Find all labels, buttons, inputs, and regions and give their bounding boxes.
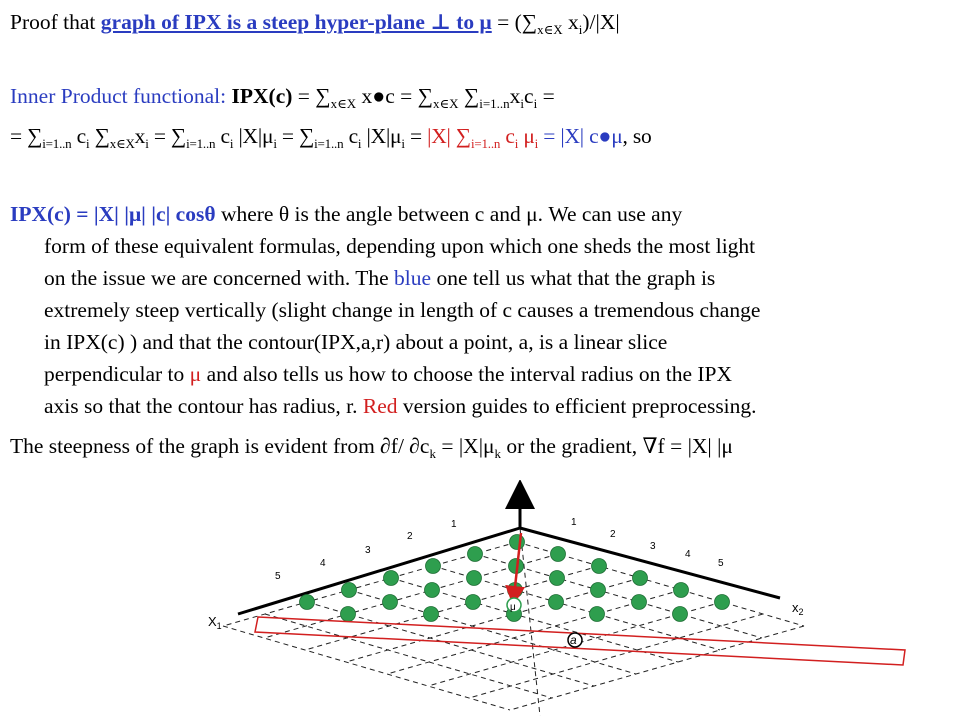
red-formula-text: μ: [518, 124, 535, 148]
subscript: x∈X: [537, 22, 563, 37]
subscript: i: [86, 136, 90, 151]
data-point: [673, 607, 688, 622]
data-point: [590, 607, 605, 622]
paragraph-text: and also tells us how to choose the interval radius on the IPX: [201, 362, 733, 386]
mu-symbol: μ: [189, 362, 202, 386]
paragraph-line: [44, 358, 950, 390]
formula-text: =: [537, 84, 555, 108]
data-point: [384, 571, 399, 586]
formula-text: ∑: [458, 84, 480, 108]
expansion-line: [10, 120, 950, 152]
tick-label: 1: [451, 519, 457, 530]
grid-line: [223, 626, 510, 710]
formula-text: ∑: [89, 124, 110, 148]
data-point: [383, 595, 398, 610]
subscript: i: [578, 22, 583, 37]
blue-word: blue: [394, 266, 432, 290]
steepness-line: [10, 430, 950, 462]
tick-label: 3: [365, 545, 371, 556]
data-point: [592, 559, 607, 574]
subscript: x∈X: [109, 136, 135, 151]
inner-product-line: [10, 80, 950, 112]
tick-label: 4: [685, 549, 691, 560]
paragraph-text: version guides to efficient preprocessing.: [397, 394, 757, 418]
subscript: i: [273, 136, 277, 151]
subscript: x∈X: [432, 96, 459, 111]
tick-label: 5: [275, 571, 281, 582]
axis-x2-label: $x_2$: [792, 600, 804, 617]
proof-prefix: Proof that: [10, 10, 101, 34]
paragraph-line: [44, 390, 950, 422]
tick-label: 3: [650, 541, 656, 552]
ipx-formula-line: [10, 198, 950, 230]
data-point: [424, 607, 439, 622]
red-formula: [427, 124, 539, 151]
data-point: [466, 595, 481, 610]
subscript: i=1..n: [479, 96, 510, 111]
tick-label: 2: [407, 531, 413, 542]
data-point: [510, 535, 525, 550]
subscript: i: [514, 136, 519, 151]
ipx-cos-formula: IPX(c) = |X| |μ| |c| cosθ: [10, 202, 216, 226]
formula-text: x●c = ∑: [356, 84, 433, 108]
data-point: [342, 583, 357, 598]
subscript: k: [429, 446, 436, 461]
red-word: Red: [362, 394, 398, 418]
subscript: i: [145, 136, 149, 151]
data-point: [549, 595, 564, 610]
formula-text: = ∑: [148, 124, 187, 148]
data-point: [633, 571, 648, 586]
data-point: [425, 583, 440, 598]
point-a-label: a: [570, 633, 577, 647]
grid-line: [265, 614, 552, 698]
data-point: [300, 595, 315, 610]
steepness-text: = |X|μ: [435, 434, 495, 458]
paragraph-line: form of these equivalent formulas, depending upon which one sheds the most light: [44, 234, 756, 258]
subscript: k: [494, 446, 502, 461]
subscript: i=1..n: [314, 136, 344, 151]
hyperplane-diagram: [0, 480, 960, 720]
subscript: i: [533, 96, 538, 111]
subscript: x∈X: [330, 96, 357, 111]
subscript: i: [534, 136, 539, 151]
inner-product-label: Inner Product functional:: [10, 84, 232, 108]
paragraph-line: extremely steep vertically (slight change in length of c causes a tremendous change: [44, 298, 761, 322]
subscript: i: [520, 96, 525, 111]
paragraph-text: where θ is the angle between c and μ. We can use any: [215, 202, 683, 226]
blue-formula: = |X| c●μ: [538, 124, 623, 148]
ipx-function: IPX(c): [231, 84, 293, 108]
tick-label: 2: [610, 529, 616, 540]
data-point: [551, 547, 566, 562]
vertical-axis-dashed: [520, 528, 540, 716]
formula-text: = ∑: [276, 124, 315, 148]
red-formula-text: |X| ∑: [427, 124, 471, 148]
mu-definition-text: = (∑: [491, 10, 538, 34]
data-point: [632, 595, 647, 610]
formula-text: , so: [622, 124, 652, 148]
data-point: [591, 583, 606, 598]
paragraph-line: in IPX(c) ) and that the contour(IPX,a,r) about a point, a, is a linear slice: [44, 330, 668, 354]
tick-label: 1: [571, 517, 577, 528]
mu-definition-text: )/|X|: [582, 10, 620, 34]
paragraph-text: perpendicular to: [44, 362, 190, 386]
steep-hyperplane-link[interactable]: graph of IPX is a steep hyper-plane ⊥ to μ: [100, 10, 492, 34]
subscript: i: [401, 136, 405, 151]
formula-text: x: [509, 84, 521, 108]
data-point: [550, 571, 565, 586]
axis-x1-label: $X_1$: [208, 614, 222, 631]
formula-text: = ∑: [292, 84, 331, 108]
mu-label: μ: [510, 602, 516, 613]
subscript: i: [357, 136, 362, 151]
formula-text: c: [524, 84, 534, 108]
tick-label: 5: [718, 558, 724, 569]
data-point: [341, 607, 356, 622]
axis-x2-line: [520, 528, 780, 598]
paragraph-text: one tell us what that the graph is: [431, 266, 716, 290]
tick-label: 4: [320, 558, 326, 569]
red-formula-text: c: [500, 124, 515, 148]
proof-title-line: [10, 6, 950, 38]
data-point: [715, 595, 730, 610]
steepness-text: The steepness of the graph is evident from ∂f/ ∂c: [10, 434, 430, 458]
formula-text: =: [404, 124, 428, 148]
paragraph-text: axis so that the contour has radius, r.: [44, 394, 363, 418]
subscript: i=1..n: [470, 136, 501, 151]
formula-text: c: [215, 124, 230, 148]
subscript: i=1..n: [186, 136, 216, 151]
mu-definition-text: x: [562, 10, 579, 34]
formula-text: = ∑: [10, 124, 43, 148]
formula-text: c: [343, 124, 358, 148]
data-point: [426, 559, 441, 574]
steepness-text: or the gradient, ∇f = |X| |μ: [501, 434, 733, 458]
formula-text: |X|μ: [233, 124, 274, 148]
formula-text: c: [71, 124, 87, 148]
formula-text: x: [134, 124, 146, 148]
data-point: [468, 547, 483, 562]
data-point: [467, 571, 482, 586]
subscript: i=1..n: [42, 136, 72, 151]
formula-text: |X|μ: [361, 124, 402, 148]
paragraph-text: on the issue we are concerned with. The: [44, 266, 395, 290]
subscript: i: [229, 136, 234, 151]
paragraph-line: [44, 262, 950, 294]
data-point: [674, 583, 689, 598]
grid-line: [510, 626, 804, 710]
